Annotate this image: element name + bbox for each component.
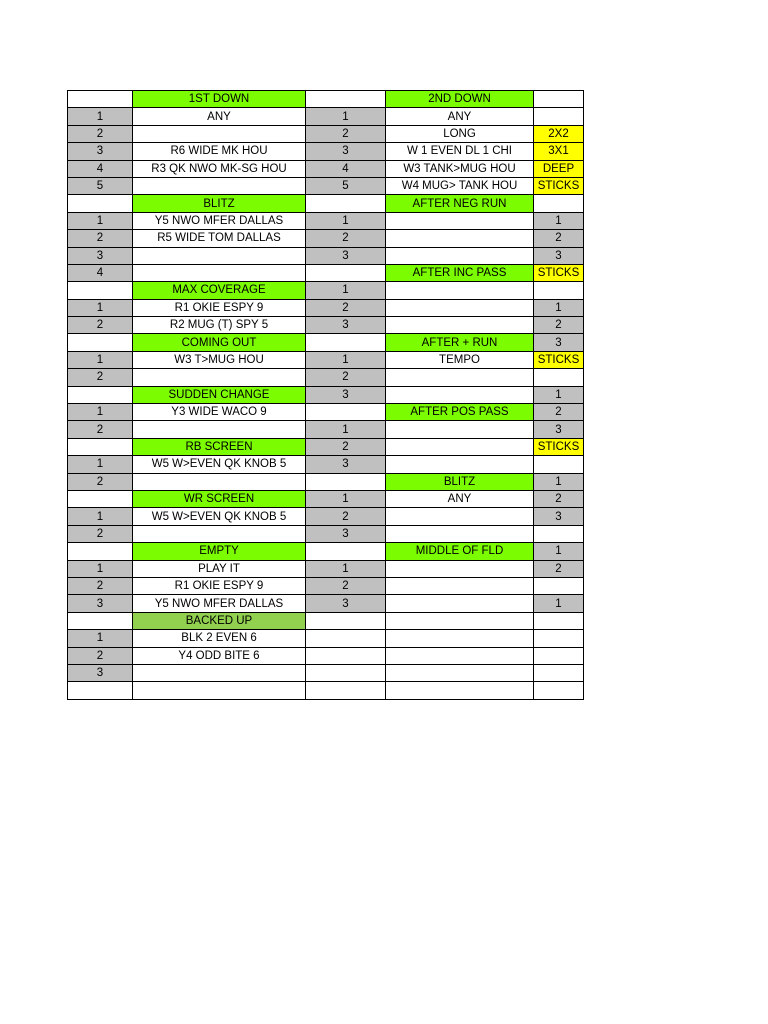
cell-row-number-right[interactable]: [306, 647, 386, 664]
cell-tag[interactable]: 2: [534, 230, 584, 247]
sheet-row: [68, 490, 584, 507]
cell-tag[interactable]: 3: [534, 247, 584, 264]
cell-row-number-right[interactable]: [306, 543, 386, 560]
cell-tag[interactable]: 3: [534, 508, 584, 525]
sheet-row: [68, 334, 584, 351]
cell-call-right[interactable]: [386, 630, 534, 647]
cell-tag[interactable]: 1: [534, 386, 584, 403]
cell-row-number-left[interactable]: 2: [68, 473, 133, 490]
cell-row-number-left[interactable]: [68, 612, 133, 629]
cell-call-left[interactable]: R1 OKIE ESPY 9: [133, 299, 306, 316]
cell-row-number-right[interactable]: [306, 264, 386, 281]
cell-call-left[interactable]: Y5 NWO MFER DALLAS: [133, 595, 306, 612]
sheet-row: [68, 560, 584, 577]
cell-row-number-left[interactable]: 1: [68, 630, 133, 647]
cell-tag[interactable]: [534, 630, 584, 647]
cell-row-number-left[interactable]: 4: [68, 264, 133, 281]
cell-call-right[interactable]: W 1 EVEN DL 1 CHI: [386, 143, 534, 160]
cell-call-left[interactable]: ANY: [133, 108, 306, 125]
cell-row-number-right[interactable]: 3: [306, 525, 386, 542]
cell-tag[interactable]: 2: [534, 490, 584, 507]
cell-tag[interactable]: [534, 282, 584, 299]
sheet-row: [68, 212, 584, 229]
cell-tag[interactable]: 1: [534, 543, 584, 560]
cell-call-right[interactable]: [386, 369, 534, 386]
cell-call-right[interactable]: [386, 438, 534, 455]
cell-row-number-left[interactable]: 1: [68, 560, 133, 577]
cell-call-left[interactable]: PLAY IT: [133, 560, 306, 577]
cell-tag[interactable]: [534, 577, 584, 594]
cell-call-left[interactable]: [133, 473, 306, 490]
sheet-row: [68, 508, 584, 525]
cell-row-number-right[interactable]: 3: [306, 456, 386, 473]
cell-row-number-right[interactable]: [306, 195, 386, 212]
cell-call-right[interactable]: W4 MUG> TANK HOU: [386, 177, 534, 194]
cell-call-right[interactable]: AFTER + RUN: [386, 334, 534, 351]
cell-row-number-right[interactable]: 1: [306, 351, 386, 368]
sheet-row: [68, 525, 584, 542]
cell-call-right[interactable]: [386, 247, 534, 264]
cell-row-number-left[interactable]: 1: [68, 456, 133, 473]
cell-call-right[interactable]: [386, 647, 534, 664]
cell-row-number-right[interactable]: 1: [306, 560, 386, 577]
cell-call-right[interactable]: [386, 421, 534, 438]
cell-row-number-right[interactable]: 2: [306, 508, 386, 525]
cell-call-right[interactable]: AFTER INC PASS: [386, 264, 534, 281]
cell-row-number-left[interactable]: 2: [68, 317, 133, 334]
cell-row-number-left[interactable]: 1: [68, 351, 133, 368]
cell-tag[interactable]: 2: [534, 317, 584, 334]
cell-tag[interactable]: 2: [534, 560, 584, 577]
cell-call-left[interactable]: 1ST DOWN: [133, 91, 306, 108]
cell-call-right[interactable]: LONG: [386, 125, 534, 142]
cell-call-right[interactable]: [386, 508, 534, 525]
cell-tag[interactable]: [534, 195, 584, 212]
cell-row-number-right[interactable]: [306, 630, 386, 647]
cell-call-left[interactable]: Y5 NWO MFER DALLAS: [133, 212, 306, 229]
cell-row-number-left[interactable]: 3: [68, 664, 133, 681]
cell-row-number-left[interactable]: 1: [68, 299, 133, 316]
cell-call-right[interactable]: [386, 664, 534, 681]
cell-row-number-left[interactable]: 2: [68, 577, 133, 594]
cell-call-right[interactable]: W3 TANK>MUG HOU: [386, 160, 534, 177]
cell-tag[interactable]: 1: [534, 595, 584, 612]
sheet-row: [68, 386, 584, 403]
cell-call-right[interactable]: [386, 230, 534, 247]
cell-call-left[interactable]: W5 W>EVEN QK KNOB 5: [133, 456, 306, 473]
cell-row-number-right[interactable]: [306, 612, 386, 629]
cell-row-number-right[interactable]: 3: [306, 595, 386, 612]
cell-call-left[interactable]: R6 WIDE MK HOU: [133, 143, 306, 160]
cell-call-left[interactable]: [133, 247, 306, 264]
cell-row-number-left[interactable]: 2: [68, 230, 133, 247]
cell-row-number-right[interactable]: 3: [306, 317, 386, 334]
cell-call-left[interactable]: BACKED UP: [133, 612, 306, 629]
cell-call-left[interactable]: RB SCREEN: [133, 438, 306, 455]
cell-row-number-left[interactable]: [68, 543, 133, 560]
sheet-row: [68, 247, 584, 264]
cell-call-right[interactable]: ANY: [386, 108, 534, 125]
cell-row-number-left[interactable]: 3: [68, 143, 133, 160]
sheet-row: [68, 160, 584, 177]
cell-row-number-right[interactable]: 1: [306, 282, 386, 299]
cell-call-left[interactable]: BLITZ: [133, 195, 306, 212]
cell-call-left[interactable]: R1 OKIE ESPY 9: [133, 577, 306, 594]
cell-tag[interactable]: [534, 612, 584, 629]
cell-call-right[interactable]: MIDDLE OF FLD: [386, 543, 534, 560]
cell-call-right[interactable]: [386, 386, 534, 403]
cell-tag[interactable]: [534, 664, 584, 681]
cell-row-number-right[interactable]: 3: [306, 247, 386, 264]
cell-row-number-right[interactable]: 2: [306, 369, 386, 386]
cell-row-number-right[interactable]: [306, 404, 386, 421]
cell-call-left[interactable]: [133, 177, 306, 194]
cell-row-number-left[interactable]: [68, 282, 133, 299]
cell-call-right[interactable]: [386, 282, 534, 299]
sheet-row: [68, 177, 584, 194]
sheet-row: [68, 195, 584, 212]
cell-call-right[interactable]: BLITZ: [386, 473, 534, 490]
cell-tag[interactable]: STICKS: [534, 351, 584, 368]
sheet-row: [68, 473, 584, 490]
cell-call-left[interactable]: [133, 125, 306, 142]
cell-tag[interactable]: 2X2: [534, 125, 584, 142]
cell-call-left[interactable]: W3 T>MUG HOU: [133, 351, 306, 368]
cell-call-right[interactable]: [386, 612, 534, 629]
sheet-row: [68, 404, 584, 421]
cell-row-number-right[interactable]: [306, 664, 386, 681]
cell-row-number-left[interactable]: 1: [68, 508, 133, 525]
cell-row-number-left[interactable]: [68, 334, 133, 351]
cell-row-number-left[interactable]: [68, 682, 133, 699]
cell-row-number-left[interactable]: 2: [68, 647, 133, 664]
cell-call-right[interactable]: AFTER POS PASS: [386, 404, 534, 421]
sheet-row: [68, 456, 584, 473]
cell-call-left[interactable]: MAX COVERAGE: [133, 282, 306, 299]
cell-tag[interactable]: 1: [534, 299, 584, 316]
cell-row-number-right[interactable]: 5: [306, 177, 386, 194]
cell-row-number-right[interactable]: [306, 334, 386, 351]
cell-row-number-right[interactable]: 1: [306, 212, 386, 229]
cell-call-left[interactable]: BLK 2 EVEN 6: [133, 630, 306, 647]
cell-row-number-left[interactable]: 3: [68, 595, 133, 612]
cell-tag[interactable]: [534, 525, 584, 542]
cell-tag[interactable]: [534, 647, 584, 664]
cell-row-number-left[interactable]: 3: [68, 247, 133, 264]
sheet-row: [68, 317, 584, 334]
sheet-body: [68, 91, 584, 700]
cell-tag[interactable]: 3: [534, 334, 584, 351]
sheet-row: [68, 282, 584, 299]
cell-tag[interactable]: STICKS: [534, 264, 584, 281]
cell-tag[interactable]: 2: [534, 404, 584, 421]
sheet-row: [68, 577, 584, 594]
cell-call-right[interactable]: [386, 525, 534, 542]
cell-call-right[interactable]: [386, 299, 534, 316]
cell-row-number-right[interactable]: 2: [306, 230, 386, 247]
cell-tag[interactable]: STICKS: [534, 177, 584, 194]
sheet-row: [68, 143, 584, 160]
cell-row-number-right[interactable]: 3: [306, 143, 386, 160]
cell-row-number-right[interactable]: 2: [306, 577, 386, 594]
cell-tag[interactable]: DEEP: [534, 160, 584, 177]
sheet-row: [68, 543, 584, 560]
cell-call-right[interactable]: [386, 560, 534, 577]
cell-row-number-left[interactable]: [68, 195, 133, 212]
cell-row-number-left[interactable]: [68, 386, 133, 403]
cell-row-number-right[interactable]: [306, 473, 386, 490]
cell-tag[interactable]: [534, 369, 584, 386]
cell-row-number-right[interactable]: 2: [306, 299, 386, 316]
cell-row-number-right[interactable]: 3: [306, 386, 386, 403]
cell-call-right[interactable]: [386, 595, 534, 612]
cell-row-number-left[interactable]: 1: [68, 108, 133, 125]
cell-call-right[interactable]: [386, 456, 534, 473]
cell-row-number-right[interactable]: 1: [306, 421, 386, 438]
sheet-row: [68, 682, 584, 699]
cell-call-left[interactable]: COMING OUT: [133, 334, 306, 351]
cell-row-number-right[interactable]: [306, 682, 386, 699]
cell-call-left[interactable]: R5 WIDE TOM DALLAS: [133, 230, 306, 247]
cell-call-left[interactable]: SUDDEN CHANGE: [133, 386, 306, 403]
cell-call-right[interactable]: 2ND DOWN: [386, 91, 534, 108]
cell-row-number-left[interactable]: [68, 91, 133, 108]
cell-row-number-right[interactable]: 2: [306, 125, 386, 142]
cell-row-number-left[interactable]: 2: [68, 525, 133, 542]
cell-call-left[interactable]: R2 MUG (T) SPY 5: [133, 317, 306, 334]
sheet-row: [68, 369, 584, 386]
cell-row-number-left[interactable]: [68, 438, 133, 455]
cell-call-right[interactable]: [386, 577, 534, 594]
cell-row-number-left[interactable]: 1: [68, 212, 133, 229]
cell-call-right[interactable]: AFTER NEG RUN: [386, 195, 534, 212]
cell-call-left[interactable]: [133, 264, 306, 281]
cell-tag[interactable]: [534, 456, 584, 473]
sheet-row: [68, 125, 584, 142]
cell-call-left[interactable]: WR SCREEN: [133, 490, 306, 507]
cell-call-left[interactable]: [133, 369, 306, 386]
cell-tag[interactable]: STICKS: [534, 438, 584, 455]
cell-call-left[interactable]: [133, 525, 306, 542]
cell-call-right[interactable]: [386, 317, 534, 334]
cell-call-left[interactable]: Y4 ODD BITE 6: [133, 647, 306, 664]
sheet-row: [68, 351, 584, 368]
cell-call-right[interactable]: ANY: [386, 490, 534, 507]
cell-call-left[interactable]: Y3 WIDE WACO 9: [133, 404, 306, 421]
cell-row-number-left[interactable]: 2: [68, 125, 133, 142]
cell-call-right[interactable]: [386, 212, 534, 229]
cell-call-left[interactable]: [133, 664, 306, 681]
cell-call-left[interactable]: EMPTY: [133, 543, 306, 560]
cell-tag[interactable]: [534, 682, 584, 699]
cell-tag[interactable]: 3X1: [534, 143, 584, 160]
sheet-row: [68, 630, 584, 647]
cell-call-left[interactable]: [133, 682, 306, 699]
cell-call-left[interactable]: W5 W>EVEN QK KNOB 5: [133, 508, 306, 525]
cell-tag[interactable]: [534, 108, 584, 125]
sheet-row: [68, 299, 584, 316]
cell-call-left[interactable]: R3 QK NWO MK-SG HOU: [133, 160, 306, 177]
cell-tag[interactable]: 1: [534, 212, 584, 229]
cell-tag[interactable]: [534, 91, 584, 108]
sheet-row: [68, 647, 584, 664]
cell-call-right[interactable]: TEMPO: [386, 351, 534, 368]
sheet-row: [68, 664, 584, 681]
cell-tag[interactable]: 3: [534, 421, 584, 438]
cell-call-left[interactable]: [133, 421, 306, 438]
cell-row-number-right[interactable]: 4: [306, 160, 386, 177]
cell-row-number-left[interactable]: [68, 490, 133, 507]
sheet-row: [68, 438, 584, 455]
cell-row-number-left[interactable]: 2: [68, 421, 133, 438]
sheet-row: [68, 91, 584, 108]
cell-row-number-right[interactable]: 1: [306, 490, 386, 507]
cell-row-number-right[interactable]: [306, 91, 386, 108]
sheet-row: [68, 421, 584, 438]
cell-row-number-left[interactable]: 2: [68, 369, 133, 386]
cell-row-number-left[interactable]: 1: [68, 404, 133, 421]
cell-row-number-right[interactable]: 2: [306, 438, 386, 455]
cell-call-right[interactable]: [386, 682, 534, 699]
sheet-row: [68, 108, 584, 125]
playcall-sheet: [67, 90, 584, 700]
cell-tag[interactable]: 1: [534, 473, 584, 490]
sheet-row: [68, 264, 584, 281]
cell-row-number-left[interactable]: 4: [68, 160, 133, 177]
sheet-row: [68, 230, 584, 247]
sheet-row: [68, 612, 584, 629]
sheet-row: [68, 595, 584, 612]
cell-row-number-right[interactable]: 1: [306, 108, 386, 125]
cell-row-number-left[interactable]: 5: [68, 177, 133, 194]
